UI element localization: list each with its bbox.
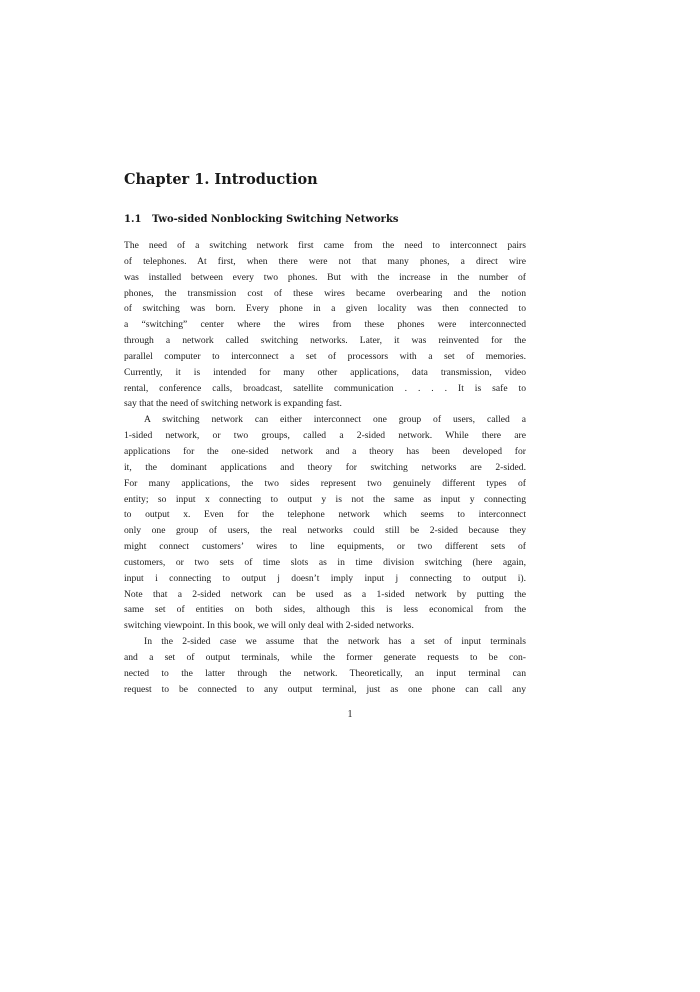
text-line: 1-sided network, or two groups, called a 2-sided network. While there are bbox=[124, 430, 526, 442]
text-line: a “switching” center where the wires from these phones were interconnected bbox=[124, 319, 526, 331]
text-line: was installed between every two phones. But with the increase in the number of bbox=[124, 271, 526, 283]
page-number: 1 bbox=[347, 709, 353, 720]
chapter-title: Chapter 1. Introduction bbox=[124, 171, 318, 188]
text-line: might connect customers’ wires to line equipments, or two different sets of bbox=[124, 541, 526, 553]
text-line: say that the need of switching network is expanding fast. bbox=[124, 398, 342, 410]
body-text bbox=[124, 238, 526, 697]
text-line: only one group of users, the real networks could still be 2-sided because they bbox=[124, 525, 526, 537]
page-content bbox=[124, 170, 526, 697]
section-number: 1.1 bbox=[124, 214, 142, 225]
section-heading bbox=[124, 212, 526, 228]
text-line: parallel computer to interconnect a set of processors with a set of memories. bbox=[124, 350, 526, 362]
text-line: switching viewpoint. In this book, we will only deal with 2-sided networks. bbox=[124, 620, 414, 632]
text-line: The need of a switching network first came from the need to interconnect pairs bbox=[124, 240, 526, 251]
text-line: Note that a 2-sided network can be used as a 1-sided network by putting the bbox=[124, 588, 526, 600]
text-line: Currently, it is intended for many other applications, data transmission, video bbox=[124, 366, 526, 378]
text-line: it, the dominant applications and theory for switching networks are 2-sided. bbox=[124, 461, 526, 473]
text-line: customers, or two sets of time slots as in time division switching (here again, bbox=[124, 556, 526, 568]
paragraph-2 bbox=[124, 412, 526, 634]
text-line: to output x. Even for the telephone network which seems to interconnect bbox=[124, 509, 526, 521]
section-title: Two-sided Nonblocking Switching Networks bbox=[152, 214, 399, 225]
text-line: input i connecting to output j doesn’t imply input j connecting to output i). bbox=[124, 572, 526, 584]
paragraph-1 bbox=[124, 238, 526, 412]
text-line: same set of entities on both sides, although this is less economical from the bbox=[124, 604, 526, 616]
text-line: applications for the one-sided network and a theory has been developed for bbox=[124, 445, 526, 457]
text-line: of switching was born. Every phone in a given locality was then connected to bbox=[124, 303, 526, 315]
text-line: of telephones. At first, when there were not that many phones, a direct wire bbox=[124, 255, 526, 267]
text-line: For many applications, the two sides represent two genuinely different types of bbox=[124, 477, 526, 489]
paragraph-3 bbox=[124, 634, 526, 697]
text-line: entity; so input x connecting to output y is not the same as input y connecting bbox=[124, 493, 526, 505]
text-line: In the 2-sided case we assume that the network has a set of input terminals bbox=[144, 636, 526, 648]
text-line: phones, the transmission cost of these wires became overbearing and the notion bbox=[124, 287, 526, 299]
text-line: rental, conference calls, broadcast, satellite communication . . . . It is safe to bbox=[124, 382, 526, 394]
text-line: through a network called switching networks. Later, it was reinvented for the bbox=[124, 335, 526, 347]
text-line: request to be connected to any output terminal, just as one phone can call any bbox=[124, 683, 526, 695]
text-line: and a set of output terminals, while the former generate requests to be con- bbox=[124, 651, 526, 663]
text-line: nected to the latter through the network. Theoretically, an input terminal can bbox=[124, 667, 526, 679]
text-line: A switching network can either interconnect one group of users, called a bbox=[144, 414, 526, 426]
